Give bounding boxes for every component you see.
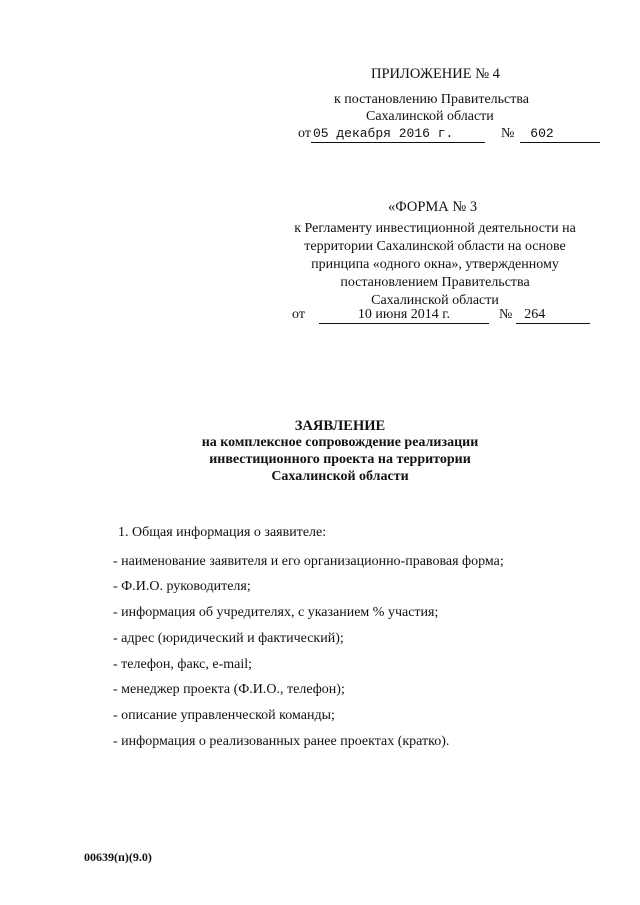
appendix-from-label: от bbox=[298, 126, 311, 141]
appendix-line1: к постановлению Правительства bbox=[334, 92, 530, 107]
form-title: «ФОРМА № 3 bbox=[388, 199, 478, 215]
appendix-date: 05 декабря 2016 г. bbox=[311, 125, 485, 143]
form-desc-line: к Регламенту инвестиционной деятельности на bbox=[294, 221, 576, 236]
form-desc-line: территории Сахалинской области на основе bbox=[304, 239, 566, 254]
list-item: - описание управленческой команды; bbox=[113, 708, 335, 723]
list-item: - наименование заявителя и его организационно-правовая форма; bbox=[113, 554, 504, 569]
form-description bbox=[270, 220, 600, 310]
appendix-number: 602 bbox=[520, 125, 600, 143]
appendix-date-row bbox=[298, 125, 600, 143]
statement-subtitle-line: инвестиционного проекта на территории bbox=[209, 452, 471, 467]
list-item: - информация о реализованных ранее проектах (кратко). bbox=[113, 734, 450, 749]
statement-subtitle-line: Сахалинской области bbox=[271, 469, 409, 484]
statement-subtitle-line: на комплексное сопровождение реализации bbox=[201, 435, 479, 450]
list-item: - адрес (юридический и фактический); bbox=[113, 631, 344, 646]
form-from-label: от bbox=[292, 307, 305, 322]
form-date-row bbox=[292, 306, 590, 324]
form-date: 10 июня 2014 г. bbox=[319, 306, 489, 324]
footer-code: 00639(п)(9.0) bbox=[84, 850, 152, 864]
appendix-title: ПРИЛОЖЕНИЕ № 4 bbox=[371, 66, 500, 82]
statement-title: ЗАЯВЛЕНИЕ bbox=[294, 418, 386, 434]
statement-subtitle bbox=[140, 434, 540, 485]
list-item: - телефон, факс, e-mail; bbox=[113, 657, 253, 672]
appendix-num-label: № bbox=[500, 126, 515, 141]
list-item: - Ф.И.О. руководителя; bbox=[113, 579, 251, 594]
section1-heading: 1. Общая информация о заявителе: bbox=[118, 525, 327, 540]
list-item: - информация об учредителях, с указанием % участия; bbox=[113, 605, 439, 620]
list-item: - менеджер проекта (Ф.И.О., телефон); bbox=[113, 682, 345, 697]
appendix-line2: Сахалинской области bbox=[366, 109, 494, 124]
form-number: 264 bbox=[516, 306, 590, 324]
form-desc-line: постановлением Правительства bbox=[340, 275, 530, 290]
form-desc-line: принципа «одного окна», утвержденному bbox=[311, 257, 559, 272]
form-num-label: № bbox=[498, 307, 513, 322]
form-desc-line: Сахалинской области bbox=[371, 293, 499, 308]
